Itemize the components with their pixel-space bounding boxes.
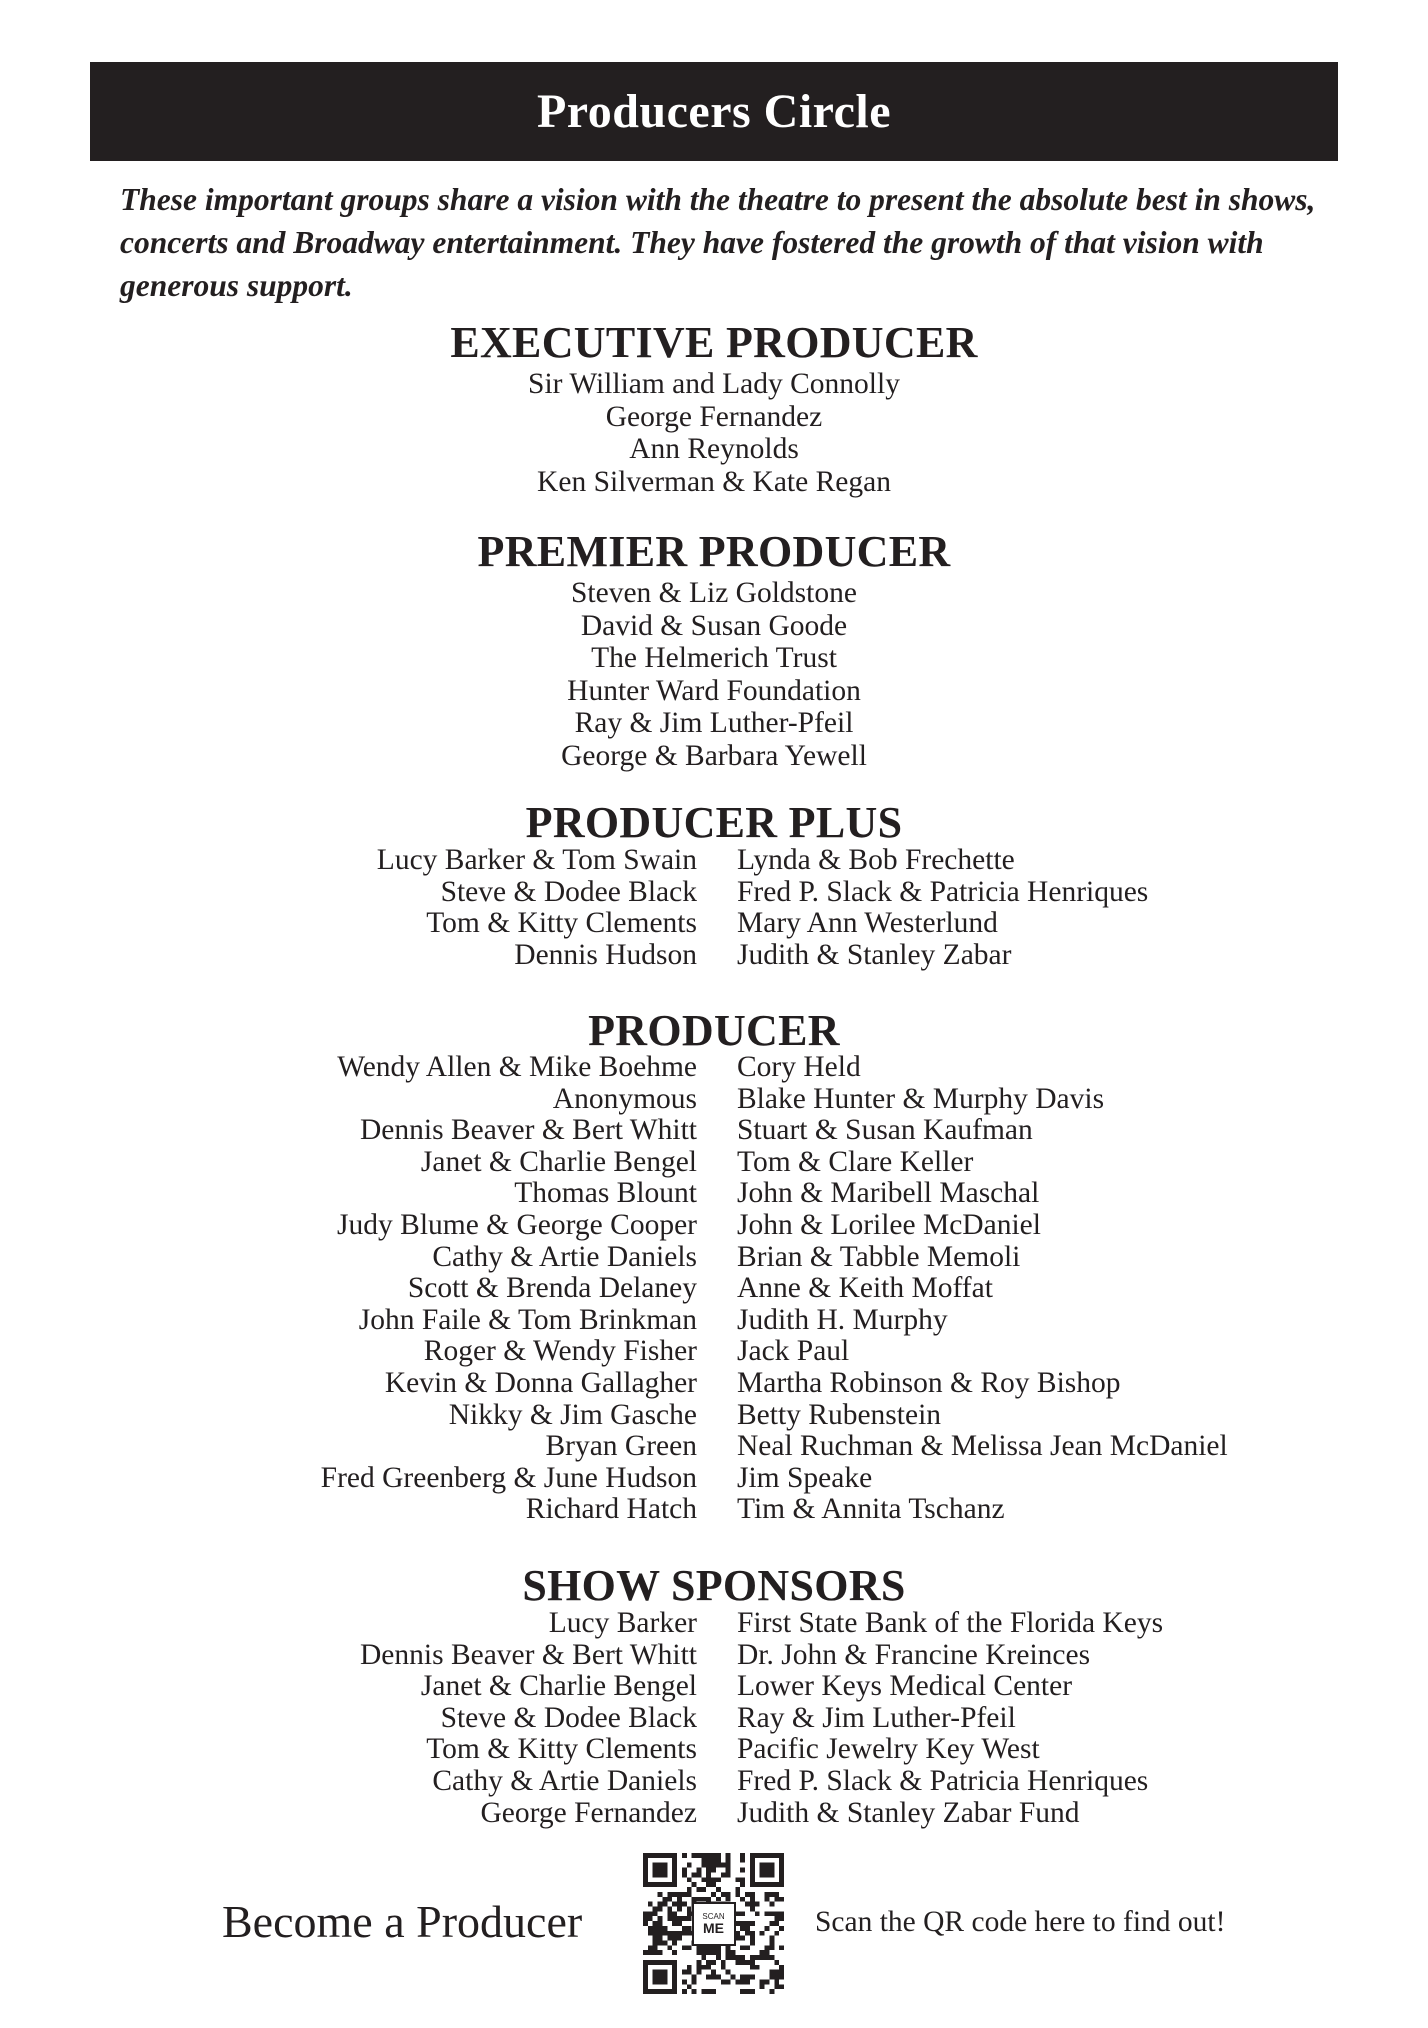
list-item: Bryan Green (545, 1430, 697, 1463)
section-heading: EXECUTIVE PRODUCER (450, 318, 978, 367)
section-heading: PRODUCER PLUS (525, 798, 903, 847)
name-line: Steven & Liz Goldstone (571, 577, 857, 609)
executive-producer-section (0, 318, 1428, 498)
name-line: The Helmerich Trust (591, 642, 837, 674)
list-item: Cathy & Artie Daniels (432, 1240, 697, 1273)
list-item: Martha Robinson & Roy Bishop (737, 1366, 1121, 1399)
list-item: Brian & Tabble Memoli (737, 1240, 1021, 1273)
right-column (737, 1052, 1228, 1526)
name-line: Sir William and Lady Connolly (528, 368, 900, 400)
page-title: Producers Circle (536, 85, 892, 138)
list-item: Anonymous (552, 1082, 697, 1115)
scan-instruction: Scan the QR code here to find out! (815, 1906, 1226, 1938)
list-item: Thomas Blount (514, 1177, 697, 1210)
left-column (321, 1052, 697, 1526)
list-item: Tom & Kitty Clements (426, 907, 697, 940)
name-line: Hunter Ward Foundation (567, 674, 861, 707)
list-item: Janet & Charlie Bengel (420, 1670, 697, 1703)
list-item: Tom & Kitty Clements (426, 1733, 697, 1766)
list-item: Lucy Barker (548, 1607, 697, 1639)
list-item: Ray & Jim Luther-Pfeil (737, 1701, 1016, 1734)
list-item: Scott & Brenda Delaney (407, 1272, 697, 1305)
name-list (0, 368, 1428, 498)
name-line: Ann Reynolds (629, 433, 799, 465)
scan-label: SCAN (702, 1912, 725, 1921)
name-list (0, 577, 1428, 772)
header-bar (90, 62, 1338, 161)
list-item: Lucy Barker & Tom Swain (376, 844, 697, 876)
list-item: Steve & Dodee Black (440, 875, 697, 908)
list-item: Roger & Wendy Fisher (423, 1335, 697, 1368)
list-item: Wendy Allen & Mike Boehme (337, 1051, 697, 1083)
list-item: Lynda & Bob Frechette (737, 844, 1015, 876)
list-item: Fred Greenberg & June Hudson (320, 1461, 697, 1494)
list-item: John Faile & Tom Brinkman (358, 1303, 697, 1336)
scan-me-badge (692, 1902, 736, 1946)
list-item: Pacific Jewelry Key West (737, 1733, 1040, 1766)
list-item: Dennis Beaver & Bert Whitt (360, 1638, 697, 1671)
premier-producer-section (0, 527, 1428, 772)
right-column (737, 845, 1148, 971)
list-item: Tim & Annita Tschanz (737, 1493, 1005, 1526)
list-item: Judith & Stanley Zabar (737, 938, 1012, 971)
list-item: Neal Ruchman & Melissa Jean McDaniel (737, 1430, 1228, 1463)
list-item: Stuart & Susan Kaufman (737, 1114, 1033, 1147)
list-item: Cory Held (737, 1051, 861, 1083)
list-item: Steve & Dodee Black (440, 1701, 697, 1734)
producer-plus-section (0, 798, 1428, 848)
left-column (377, 845, 697, 971)
left-column (360, 1608, 697, 1829)
list-item: Richard Hatch (525, 1493, 697, 1526)
show-sponsors-section (0, 1561, 1428, 1611)
name-line: Ken Silverman & Kate Regan (537, 465, 891, 498)
me-label: ME (703, 1920, 724, 1936)
name-line: Ray & Jim Luther-Pfeil (574, 707, 854, 739)
intro-text: These important groups share a vision with the theatre to present the absolute best in shows, concerts and Broadway entertainment. They have fostered the growth of that vision with generous support. (120, 182, 1316, 303)
list-item: Jim Speake (737, 1461, 873, 1494)
list-item: Anne & Keith Moffat (737, 1272, 993, 1305)
section-heading: SHOW SPONSORS (522, 1561, 906, 1610)
list-item: John & Maribell Maschal (737, 1177, 1040, 1210)
section-heading: PRODUCER (588, 1006, 840, 1055)
list-item: Blake Hunter & Murphy Davis (737, 1082, 1105, 1115)
list-item: Judith H. Murphy (737, 1303, 948, 1336)
list-item: Dennis Beaver & Bert Whitt (360, 1114, 697, 1147)
list-item: Tom & Clare Keller (737, 1145, 974, 1178)
list-item: Cathy & Artie Daniels (432, 1764, 697, 1797)
list-item: First State Bank of the Florida Keys (737, 1607, 1164, 1639)
section-heading: PREMIER PRODUCER (477, 527, 951, 576)
producer-section (0, 1006, 1428, 1056)
list-item: Fred P. Slack & Patricia Henriques (737, 875, 1149, 908)
list-item: John & Lorilee McDaniel (737, 1208, 1041, 1241)
list-item: Janet & Charlie Bengel (420, 1145, 697, 1178)
list-item: Lower Keys Medical Center (737, 1670, 1073, 1703)
name-line: George & Barbara Yewell (561, 739, 867, 772)
list-item: Fred P. Slack & Patricia Henriques (737, 1764, 1149, 1797)
list-item: Jack Paul (737, 1335, 850, 1368)
list-item: Judy Blume & George Cooper (337, 1208, 697, 1241)
list-item: Dr. John & Francine Kreinces (737, 1638, 1091, 1671)
list-item: Nikky & Jim Gasche (448, 1398, 697, 1431)
list-item: Dennis Hudson (514, 938, 697, 971)
qr-code[interactable] (643, 1853, 784, 1994)
list-item: Judith & Stanley Zabar Fund (737, 1796, 1080, 1829)
list-item: George Fernandez (480, 1796, 697, 1829)
right-column (737, 1608, 1163, 1829)
name-line: David & Susan Goode (580, 609, 848, 642)
list-item: Kevin & Donna Gallagher (384, 1366, 697, 1399)
become-producer-text: Become a Producer (222, 1896, 583, 1947)
name-line: George Fernandez (605, 400, 823, 433)
list-item: Mary Ann Westerlund (737, 907, 998, 940)
list-item: Betty Rubenstein (737, 1398, 942, 1431)
